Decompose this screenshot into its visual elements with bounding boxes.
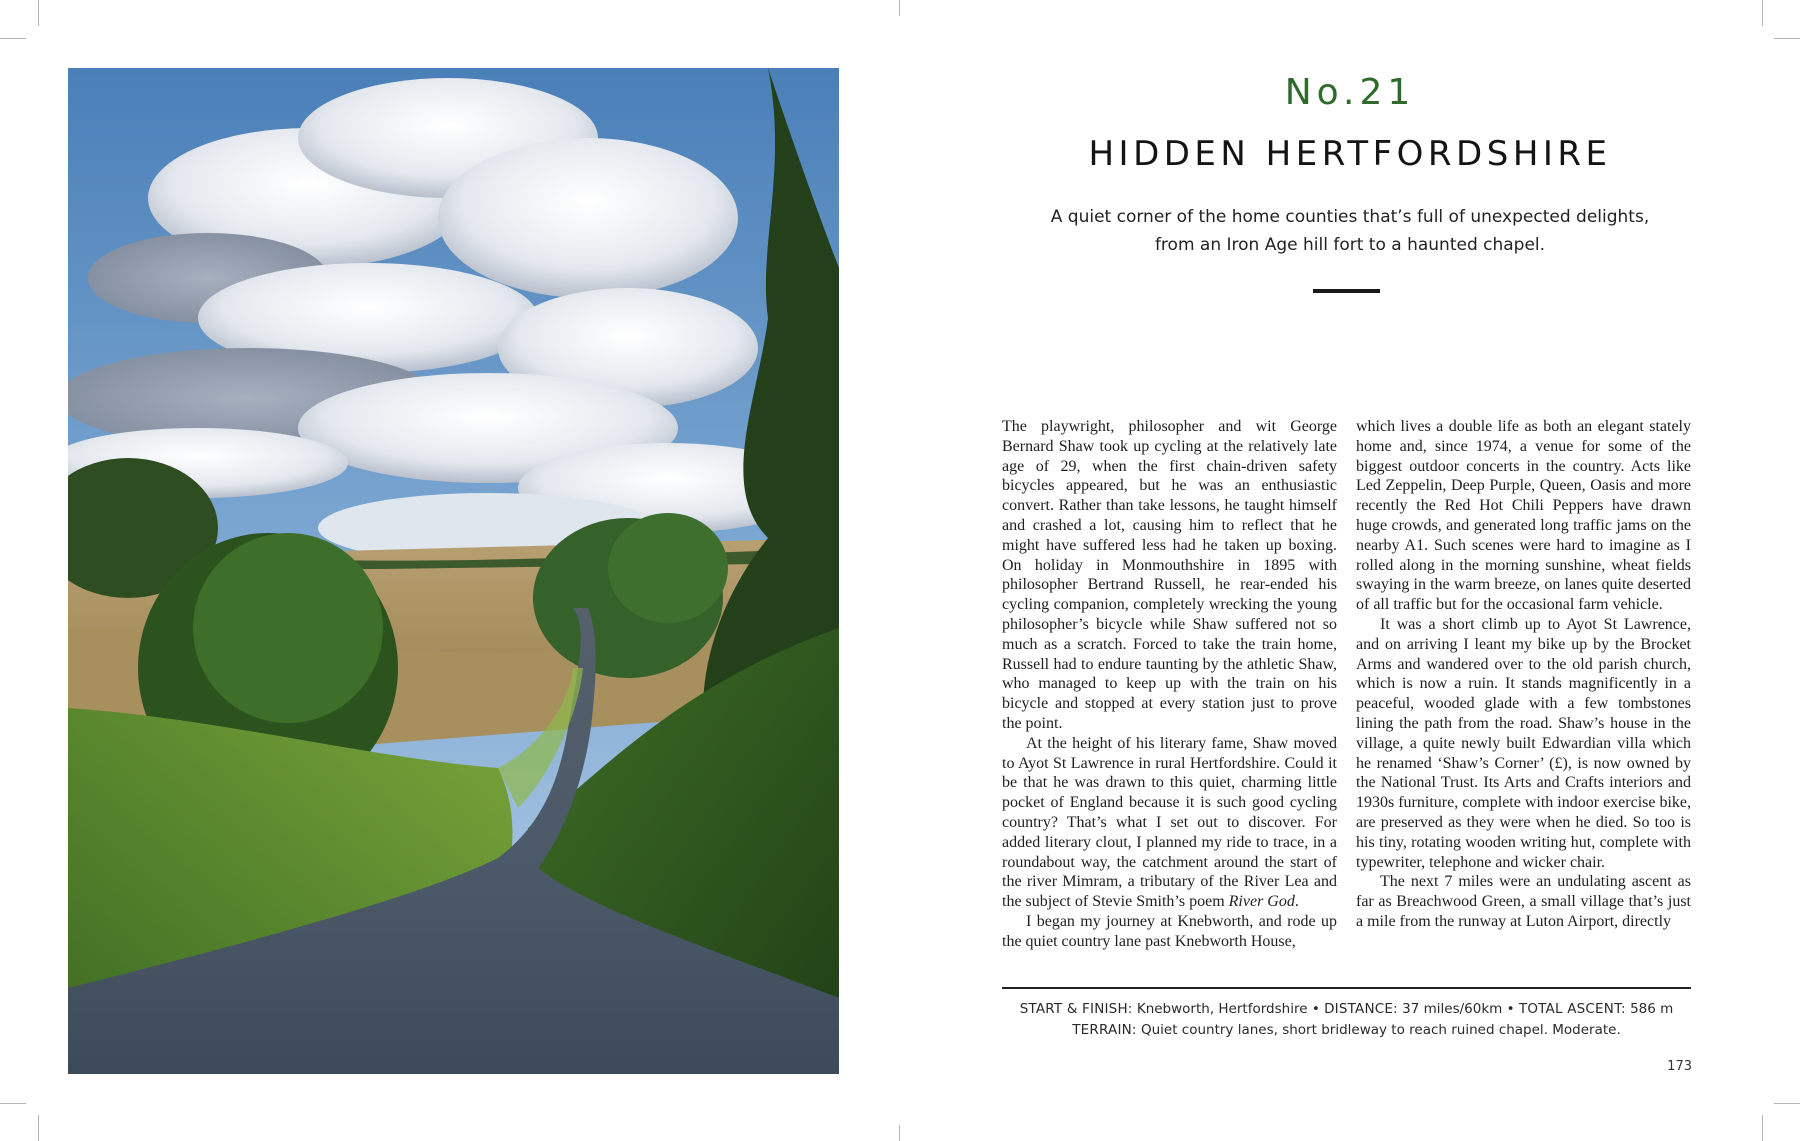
start-value: Knebworth, Hertfordshire xyxy=(1136,1001,1308,1017)
ascent-label: TOTAL ASCENT: xyxy=(1518,1001,1626,1017)
body-paragraph: which lives a double life as both an elegant stately home and, since 1974, a venue for some of the biggest outdoor concerts in the country. Acts like Led Zeppelin, Deep Purple, Queen, Oasis and more recently the Red Hot Chili Peppers have drawn huge crowds, and generated long traffic jams on the nearby A1. Such scenes were hard to imagine as I rolled along in the morning sunshine, wheat fields swaying in the warm breeze, on lanes quite deserted of all traffic but for the occasional farm vehicle. xyxy=(1356,418,1691,614)
body-paragraph: I began my journey at Knebworth, and rode up the quiet country lane past Knebworth House, xyxy=(1002,912,1337,950)
crop-mark xyxy=(38,1115,39,1141)
crop-mark xyxy=(899,0,900,16)
body-text: . xyxy=(1294,893,1299,911)
chapter-title: HIDDEN HERTFORDSHIRE xyxy=(1088,134,1612,174)
body-column-left xyxy=(1002,417,1337,977)
body-paragraph: It was a short climb up to Ayot St Lawrence, and on arriving I leant my bike up by the Brocket Arms and wandered over to the old parish church, which is now a ruin. It stands magnificently in a peaceful, wooded glade with a few tombstones lining the path from the road. Shaw’s house in the village, a quite newly built Edwardian villa which he renamed ‘Shaw’s Corner’ (£), is now owned by the National Trust. Its Arts and Crafts interiors and 1930s furniture, complete with indoor exercise bike, are preserved as they were when he died. So too is his tiny, rotating wooden writing hut, complete with typewriter, telephone and wicker chair. xyxy=(1356,615,1691,871)
body-paragraph: The next 7 miles were an undulating ascent as far as Breachwood Green, a small village that’s just a mile from the runway at Luton Airport, directly xyxy=(1356,873,1691,930)
distance-label: DISTANCE: xyxy=(1324,1001,1398,1017)
terrain-value: Quiet country lanes, short bridleway to reach ruined chapel. Moderate. xyxy=(1140,1022,1621,1038)
distance-value: 37 miles/60km xyxy=(1402,1001,1503,1017)
body-paragraph: The playwright, philosopher and wit George Bernard Shaw took up cycling at the relatively late age of 29, when the first chain-driven safety bicycles appeared, but he was an enthusiastic convert. Rather than take lessons, he taught himself and crashed a lot, causing him to reflect that he might have suffered less had he taken up boxing. On holiday in Monmouthshire in 1895 with philosopher Bertrand Russell, he rear-ended his cycling companion, completely wrecking the young philosopher’s bicycle while Shaw suffered not so much as a scratch. Forced to take the train home, Russell had to endure taunting by the athletic Shaw, who managed to keep up with the train on his bicycle and stopped at every station just to prove the point. xyxy=(1002,418,1337,732)
standfirst-line: from an Iron Age hill fort to a haunted chapel. xyxy=(1154,235,1546,255)
poem-title: River God xyxy=(1228,893,1295,911)
crop-mark xyxy=(0,1103,26,1104)
chapter-number: No.21 xyxy=(1284,72,1416,113)
page-number: 173 xyxy=(1667,1059,1692,1074)
title-rule xyxy=(1313,289,1380,293)
crop-mark xyxy=(1774,1103,1800,1104)
crop-mark xyxy=(0,38,26,39)
start-label: START & FINISH: xyxy=(1019,1001,1133,1017)
crop-mark xyxy=(1774,38,1800,39)
crop-mark xyxy=(1762,0,1763,26)
terrain-label: TERRAIN: xyxy=(1072,1022,1137,1038)
crop-mark xyxy=(899,1125,900,1141)
standfirst xyxy=(1000,203,1700,259)
standfirst-line: A quiet corner of the home counties that’s full of unexpected delights, xyxy=(1050,207,1650,227)
separator: • xyxy=(1506,1001,1515,1017)
body-text: At the height of his literary fame, Shaw moved to Ayot St Lawrence in rural Hertfordshire. Could it be that he was drawn to this quiet, charming little pocket of England because it is such good cycling country? That’s what I set out to discover. For added literary clout, I planned my ride to trace, in a roundabout way, the catchment around the start of the river Mimram, a tributary of the River Lea and the subject of Stevie Smith’s poem xyxy=(1002,734,1337,911)
country-lane-photo xyxy=(68,68,839,1074)
separator: • xyxy=(1311,1001,1320,1017)
ascent-value: 586 m xyxy=(1630,1001,1674,1017)
body-paragraph xyxy=(1002,734,1337,912)
body-column-right xyxy=(1356,417,1691,977)
terrain-line xyxy=(970,1022,1723,1038)
route-facts-line xyxy=(970,1001,1723,1017)
facts-rule xyxy=(1002,987,1691,989)
crop-mark xyxy=(1762,1115,1763,1141)
crop-mark xyxy=(38,0,39,26)
